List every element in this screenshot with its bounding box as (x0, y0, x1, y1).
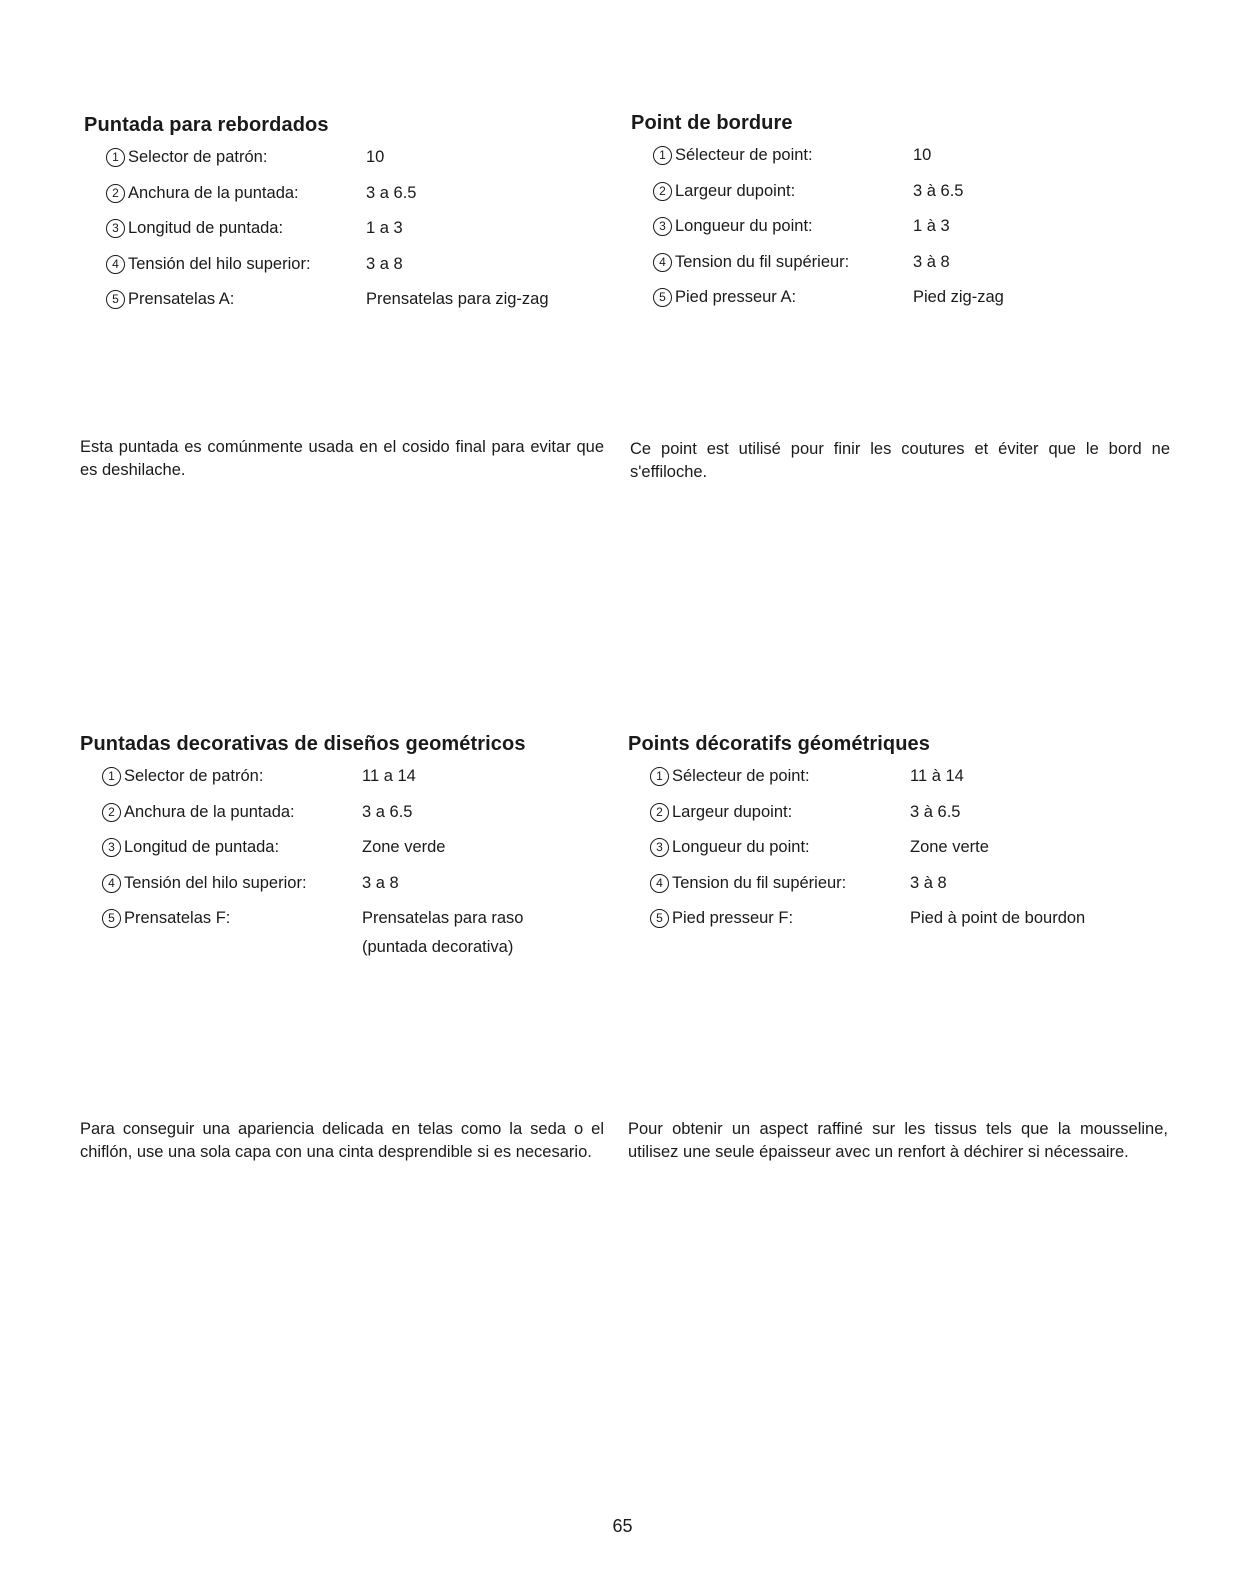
setting-label: Longueur du point: (672, 838, 810, 856)
circled-number: 5 (653, 288, 672, 307)
settings-list (650, 766, 1168, 929)
setting-value: 3 à 6.5 (913, 181, 964, 200)
setting-value: Prensatelas para zig-zag (366, 290, 549, 308)
setting-row (653, 145, 1171, 166)
setting-label: Anchura de la puntada: (124, 802, 295, 821)
setting-value: 3 à 8 (910, 873, 947, 892)
setting-row (106, 254, 604, 275)
circled-number: 2 (653, 182, 672, 201)
circled-number: 3 (102, 838, 121, 857)
setting-row (106, 183, 604, 204)
setting-row (650, 766, 1168, 787)
setting-label: Largeur dupoint: (672, 802, 793, 821)
setting-row (102, 908, 610, 962)
setting-label: Anchura de la puntada: (128, 183, 299, 202)
circled-number: 2 (650, 803, 669, 822)
setting-row (650, 908, 1168, 929)
setting-label: Sélecteur de point: (675, 146, 813, 164)
setting-label: Prensatelas F: (124, 909, 231, 927)
circled-number: 3 (650, 838, 669, 857)
setting-label: Tensión del hilo superior: (128, 254, 311, 273)
setting-value: Zone verte (910, 838, 989, 856)
circled-number: 1 (102, 767, 121, 786)
setting-value: 3 a 8 (362, 873, 399, 892)
settings-list (102, 766, 610, 962)
circled-number: 2 (106, 184, 125, 203)
setting-value: Zone verde (362, 838, 446, 856)
circled-number: 5 (102, 909, 121, 928)
section-es-decorativas (80, 733, 610, 977)
setting-value: 1 a 3 (366, 219, 403, 237)
section-title: Puntadas decorativas de diseños geométricos (80, 733, 526, 755)
setting-value: Pied à point de bourdon (910, 909, 1086, 927)
setting-row (106, 218, 604, 239)
section-paragraph: Ce point est utilisé pour finir les coutures et éviter que le bord ne s'effiloche. (630, 440, 1170, 481)
setting-value: 3 a 8 (366, 254, 403, 273)
setting-row (102, 873, 610, 894)
setting-label: Tensión del hilo superior: (124, 873, 307, 892)
circled-number: 5 (650, 909, 669, 928)
setting-value: 3 a 6.5 (362, 802, 413, 821)
circled-number: 1 (650, 767, 669, 786)
setting-label: Selector de patrón: (128, 148, 268, 166)
section-title: Puntada para rebordados (84, 114, 329, 136)
setting-row (106, 289, 604, 310)
section-paragraph: Pour obtenir un aspect raffiné sur les tissus tels que la mousseline, utilisez une seule épaisseur avec un renfort à déchirer si nécessaire. (628, 1120, 1168, 1161)
setting-label: Longueur du point: (675, 217, 813, 235)
setting-row (102, 802, 610, 823)
setting-label: Pied presseur F: (672, 909, 794, 927)
circled-number: 1 (653, 146, 672, 165)
setting-label: Tension du fil supérieur: (675, 252, 850, 271)
section-paragraph: Esta puntada es comúnmente usada en el cosido final para evitar que es deshilache. (80, 438, 604, 479)
circled-number: 4 (653, 253, 672, 272)
setting-label: Prensatelas A: (128, 290, 235, 308)
setting-value: 10 (913, 146, 932, 164)
settings-list (653, 145, 1171, 308)
setting-row (102, 837, 610, 858)
setting-row (653, 287, 1171, 308)
circled-number: 4 (650, 874, 669, 893)
setting-value: 11 a 14 (362, 767, 416, 785)
circled-number: 1 (106, 148, 125, 167)
circled-number: 3 (653, 217, 672, 236)
setting-label: Sélecteur de point: (672, 767, 810, 785)
setting-label: Longitud de puntada: (124, 838, 280, 856)
circled-number: 5 (106, 290, 125, 309)
section-paragraph: Para conseguir una apariencia delicada en telas como la seda o el chiflón, use una sola capa con una cinta desprendible si es necesario. (80, 1120, 604, 1161)
setting-row (650, 837, 1168, 858)
circled-number: 4 (106, 255, 125, 274)
circled-number: 3 (106, 219, 125, 238)
setting-value: 11 à 14 (910, 767, 964, 785)
section-title: Points décoratifs géométriques (628, 733, 930, 755)
setting-value: 3 a 6.5 (366, 183, 417, 202)
page-number: 65 (612, 1516, 633, 1536)
setting-value: 3 à 8 (913, 252, 950, 271)
setting-row (653, 252, 1171, 273)
setting-row (653, 216, 1171, 237)
setting-value: Prensatelas para raso (puntada decorativa) (362, 909, 524, 956)
setting-value: 3 à 6.5 (910, 802, 961, 821)
section-fr-bordure (631, 112, 1171, 323)
setting-label: Longitud de puntada: (128, 219, 284, 237)
setting-value: 10 (366, 148, 385, 166)
settings-list (106, 147, 604, 310)
section-fr-decoratifs (628, 733, 1168, 944)
setting-label: Largeur dupoint: (675, 181, 796, 200)
setting-row (650, 802, 1168, 823)
setting-label: Tension du fil supérieur: (672, 873, 847, 892)
circled-number: 2 (102, 803, 121, 822)
setting-label: Pied presseur A: (675, 288, 797, 306)
circled-number: 4 (102, 874, 121, 893)
setting-row (653, 181, 1171, 202)
setting-row (650, 873, 1168, 894)
setting-row (106, 147, 604, 168)
setting-row (102, 766, 610, 787)
setting-label: Selector de patrón: (124, 767, 264, 785)
setting-value: Pied zig-zag (913, 288, 1004, 306)
setting-value: 1 à 3 (913, 217, 950, 235)
section-es-rebordados (84, 114, 604, 325)
section-title: Point de bordure (631, 112, 793, 134)
